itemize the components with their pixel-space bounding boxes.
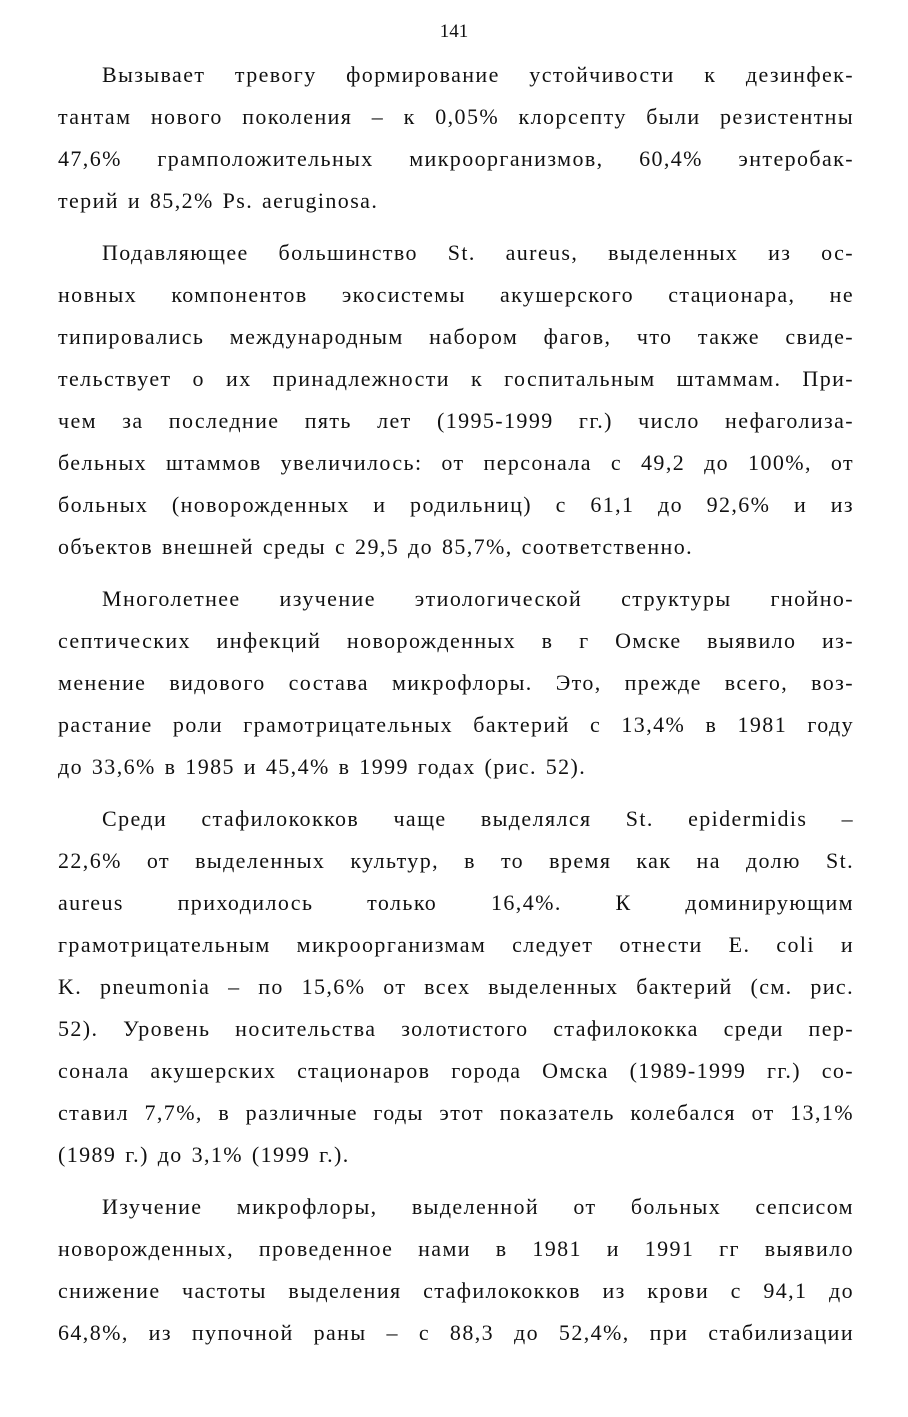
text-line: Вызывает тревогу формирование устойчивости к дезинфек- <box>102 62 854 87</box>
text-line: чем за последние пять лет (1995-1999 гг.) число нефаголиза- <box>58 408 854 433</box>
text-line: грамотрицательным микроорганизмам следует отнести E. coli и <box>58 932 854 957</box>
text-line: ставил 7,7%, в различные годы этот показатель колебался от 13,1% <box>58 1100 854 1125</box>
text-line: бельных штаммов увеличилось: от персонала с 49,2 до 100%, от <box>58 450 854 475</box>
paragraph <box>58 582 854 792</box>
text-line: снижение частоты выделения стафилококков из крови с 94,1 до <box>58 1278 854 1303</box>
text-line: K. pneumonia – по 15,6% от всех выделенных бактерий (см. рис. <box>58 974 854 999</box>
text-line: 47,6% грамположительных микроорганизмов, 60,4% энтеробак- <box>58 146 854 171</box>
text-line: Среди стафилококков чаще выделялся St. epidermidis – <box>102 806 854 831</box>
paragraph <box>58 802 854 1180</box>
text-line: тельствует о их принадлежности к госпитальным штаммам. При- <box>58 366 854 391</box>
text-line: 52). Уровень носительства золотистого стафилококка среди пер- <box>58 1016 854 1041</box>
text-line: до 33,6% в 1985 и 45,4% в 1999 годах (рис. 52). <box>58 754 587 779</box>
text-line: типировались международным набором фагов, что также свиде- <box>58 324 854 349</box>
text-line: Многолетнее изучение этиологической структуры гнойно- <box>102 586 854 611</box>
text-line: aureus приходилось только 16,4%. К доминирующим <box>58 890 854 915</box>
text-line: менение видового состава микрофлоры. Это, прежде всего, воз- <box>58 670 854 695</box>
text-line: объектов внешней среды с 29,5 до 85,7%, соответственно. <box>58 534 694 559</box>
paragraph <box>58 58 854 226</box>
paragraph <box>58 1190 854 1358</box>
text-line: 64,8%, из пупочной раны – с 88,3 до 52,4%, при стабилизации <box>58 1320 854 1345</box>
text-line: Подавляющее большинство St. aureus, выделенных из ос- <box>102 240 854 265</box>
text-line: сонала акушерских стационаров города Омска (1989-1999 гг.) со- <box>58 1058 854 1083</box>
paragraph <box>58 236 854 572</box>
text-line: (1989 г.) до 3,1% (1999 г.). <box>58 1142 350 1167</box>
text-line: Изучение микрофлоры, выделенной от больных сепсисом <box>102 1194 854 1219</box>
text-line: растание роли грамотрицательных бактерий с 13,4% в 1981 году <box>58 712 854 737</box>
text-line: новных компонентов экосистемы акушерского стационара, не <box>58 282 854 307</box>
page-number: 141 <box>439 21 469 42</box>
text-line: терий и 85,2% Ps. aeruginosa. <box>58 188 379 213</box>
document-body <box>58 58 854 1368</box>
text-line: больных (новорожденных и родильниц) с 61,1 до 92,6% и из <box>58 492 854 517</box>
text-line: 22,6% от выделенных культур, в то время как на долю St. <box>58 848 854 873</box>
text-line: тантам нового поколения – к 0,05% клорсепту были резистентны <box>58 104 854 129</box>
text-line: септических инфекций новорожденных в г Омске выявило из- <box>58 628 854 653</box>
text-line: новорожденных, проведенное нами в 1981 и 1991 гг выявило <box>58 1236 854 1261</box>
